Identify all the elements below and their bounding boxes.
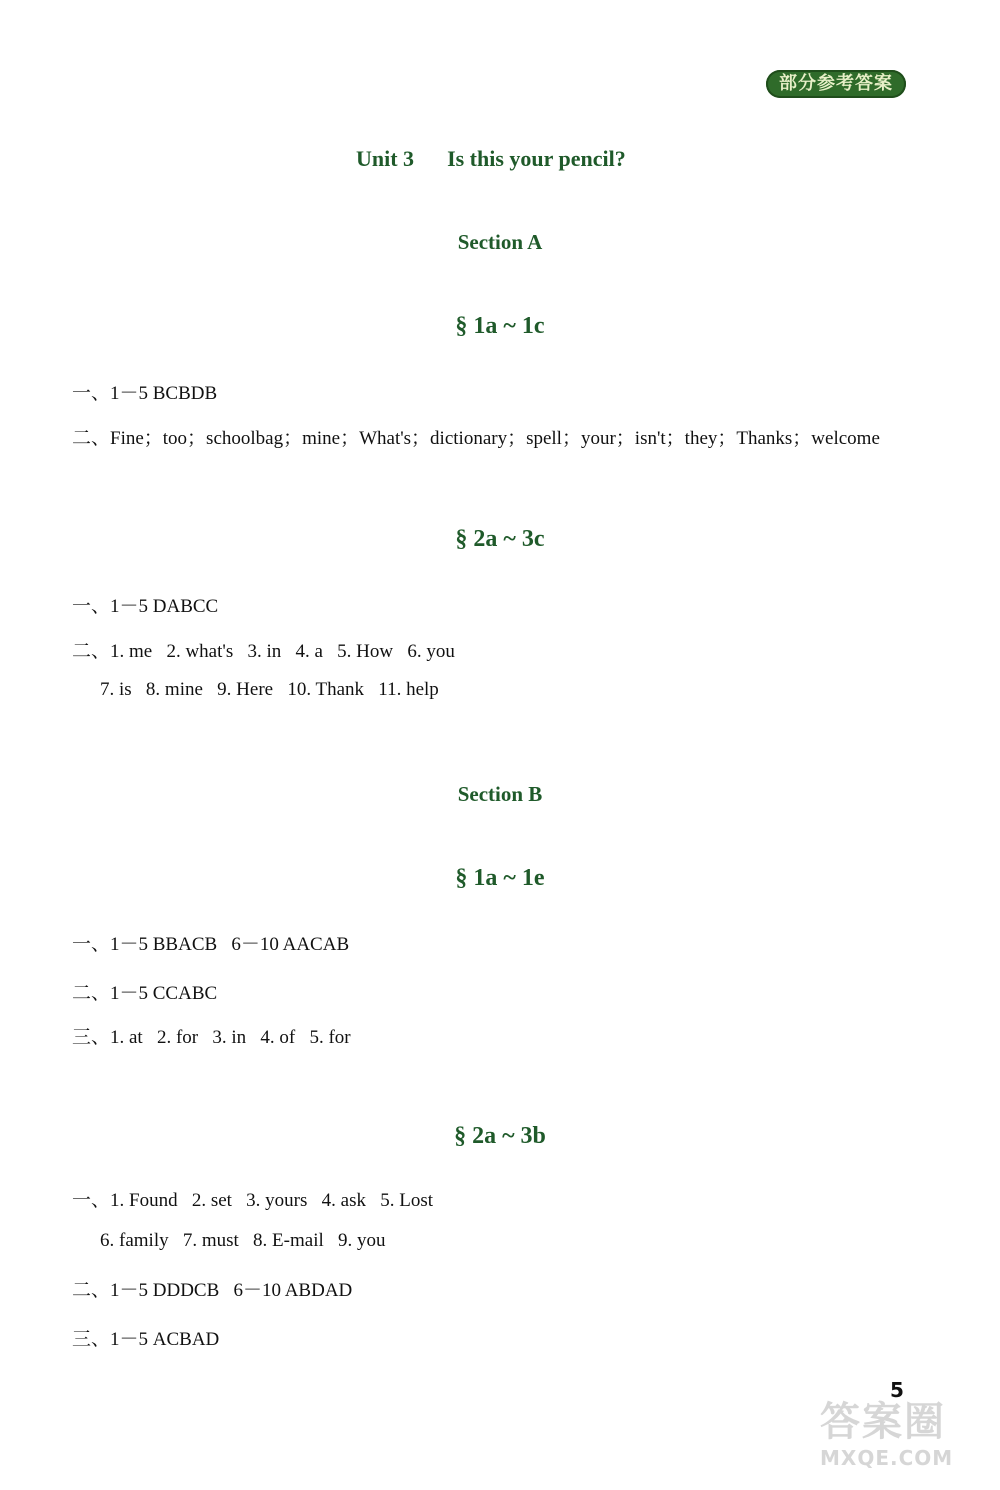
answer-line: 二、1. me 2. what's 3. in 4. a 5. How 6. you — [72, 641, 455, 662]
answer-line: 三、1－5 ACBAD — [72, 1329, 220, 1350]
subsection-heading: § 2a ~ 3b — [454, 1123, 546, 1149]
subsection-heading: § 2a ~ 3c — [455, 526, 545, 552]
answer-line: 6. family 7. must 8. E-mail 9. you — [100, 1230, 386, 1251]
answer-line: 一、1－5 BBACB 6－10 AACAB — [72, 934, 350, 955]
answer-line: 二、1－5 CCABC — [72, 983, 218, 1004]
unit-label: Unit 3 — [356, 146, 415, 171]
answer-line: 二、1－5 DDDCB 6－10 ABDAD — [72, 1280, 353, 1301]
unit-title: Is this your pencil? — [447, 146, 626, 171]
watermark-logo — [820, 1400, 990, 1480]
answer-line: 7. is 8. mine 9. Here 10. Thank 11. help — [100, 679, 439, 700]
answer-line: 三、1. at 2. for 3. in 4. of 5. for — [72, 1027, 351, 1048]
subsection-heading: § 1a ~ 1e — [455, 865, 545, 891]
page-number: 5 — [890, 1378, 904, 1402]
watermark-url: MXQE.COM — [820, 1446, 954, 1470]
section-b-heading: Section B — [457, 782, 543, 806]
answer-line: 一、1－5 DABCC — [72, 596, 219, 617]
page-title — [356, 146, 626, 172]
watermark-text: 答案圈 — [820, 1399, 946, 1445]
answer-line: 一、1. Found 2. set 3. yours 4. ask 5. Lost — [72, 1190, 434, 1211]
subsection-heading: § 1a ~ 1c — [455, 313, 545, 339]
header-badge: 部分参考答案 — [766, 70, 906, 98]
answer-line: 一、1－5 BCBDB — [72, 383, 218, 404]
section-a-heading: Section A — [457, 230, 543, 254]
answer-line: 二、Fine；too；schoolbag；mine；What's；dictionary；spell；your；isn't；they；Thanks；welcome — [72, 428, 880, 449]
